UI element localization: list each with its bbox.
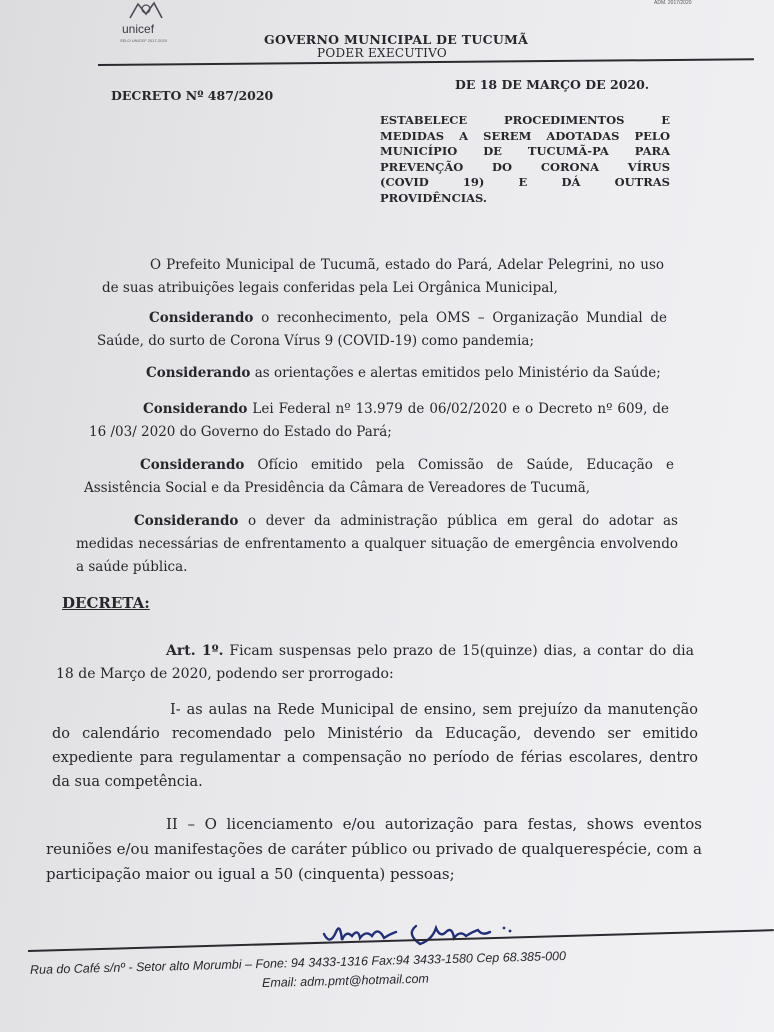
considerando-label: Considerando [149,310,254,326]
item-text: I- as aulas na Rede Municipal de ensino, sem prejuízo da manutenção do calendário recomendado pelo Ministério da Educação, devendo ser emitido expediente para regulamentar a compensação no período de férias escolares, dentro da sua competência. [52,702,698,790]
considerando-text: o dever da administração pública em geral do adotar as medidas necessárias de enfrentamento a qualquer situação de emergência envolvendo a saúde pública. [76,513,678,575]
ementa-line: MUNICÍPIO DE TUCUMÃ-PA PARA [380,144,670,158]
article-label: Art. 1º. [166,643,224,659]
article-text: Ficam suspensas pelo prazo de 15(quinze) dias, a contar do dia 18 de Março de 2020, podendo ser prorrogado: [56,643,694,682]
seal-emblem-icon [126,0,166,22]
considerando-2 [93,362,665,385]
handwritten-signature-icon [320,912,520,952]
branch-title: PODER EXECUTIVO [317,46,448,60]
considerando-text: as orientações e alertas emitidos pelo Ministério da Saúde; [250,365,661,381]
ementa-line: PROVIDÊNCIAS. [380,190,487,205]
footer-address: Rua do Café s/nº - Setor alto Morumbi – Fone: 94 3433-1316 Fax:94 3433-1580 Cep 68.385-000 [29,948,567,977]
article-1-item-2 [46,812,702,887]
considerando-text: Lei Federal nº 13.979 de 06/02/2020 e o Decreto nº 609, de 16 /03/ 2020 do Governo do Estado do Pará; [89,401,669,440]
logo-subtext: SELO UNICEF 2017-2020 [120,38,167,43]
considerando-5 [76,510,678,579]
considerando-label: Considerando [143,401,248,417]
considerando-label: Considerando [134,513,239,529]
intro-text: O Prefeito Municipal de Tucumã, estado do Pará, Adelar Pelegrini, no uso de suas atribuições legais conferidas pela Lei Orgânica Municipal, [102,257,664,296]
footer-email: Email: adm.pmt@hotmail.com [261,971,430,990]
considerando-1 [97,307,667,353]
unicef-logo [112,0,182,50]
considerando-label: Considerando [140,457,245,473]
article-1 [56,640,694,686]
considerando-4 [84,454,674,500]
article-1-item-1 [52,698,698,794]
decree-date: DE 18 DE MARÇO DE 2020. [455,77,650,92]
ementa-line: PREVENÇÃO DO CORONA VÍRUS [380,159,670,174]
ementa-line: MEDIDAS A SEREM ADOTADAS PELO [380,128,670,143]
corner-code: ADM. 2017/2020 [654,0,692,6]
ementa-line: ESTABELECE PROCEDIMENTOS E [380,113,670,127]
considerando-3 [89,398,669,444]
considerando-label: Considerando [146,365,251,381]
ementa-block [380,113,670,206]
intro-paragraph [102,254,664,300]
decreta-heading: DECRETA: [62,594,150,612]
government-title: GOVERNO MUNICIPAL DE TUCUMÃ [264,32,529,47]
considerando-text: o reconhecimento, pela OMS – Organização Mundial de Saúde, do surto de Corona Vírus 9 (COVID-19) como pandemia; [97,310,667,349]
ementa-line: (COVID 19) E DÁ OUTRAS [380,175,670,189]
considerando-text: Ofício emitido pela Comissão de Saúde, Educação e Assistência Social e da Presidência da Câmara de Vereadores de Tucumã, [84,457,674,496]
signature [320,912,520,956]
decree-number: DECRETO Nº 487/2020 [111,88,274,103]
item-text: II – O licenciamento e/ou autorização para festas, shows eventos reuniões e/ou manifestações de caráter público ou privado de qualquerespécie, com a participação maior ou igual a 50 (cinquenta) pessoas; [46,815,702,883]
logo-text: unicef [122,22,155,36]
